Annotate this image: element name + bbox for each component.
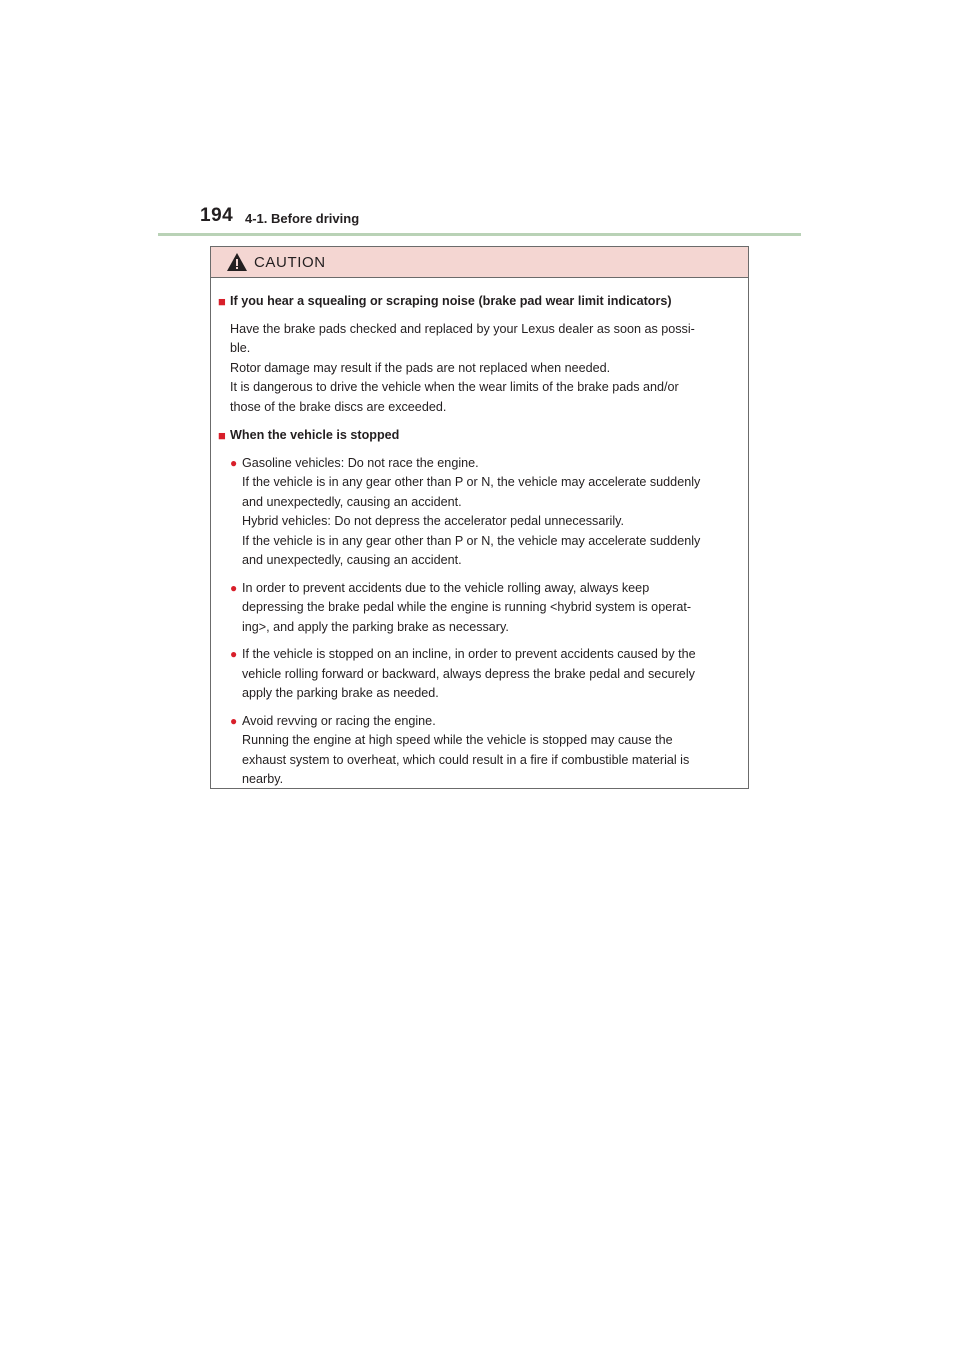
text-line: In order to prevent accidents due to the vehicle rolling away, always keep [242,580,650,595]
page-number: 194 [200,205,234,226]
text-line: If the vehicle is in any gear other than P or N, the vehicle may accelerate suddenly [242,533,701,548]
text-line: Hybrid vehicles: Do not depress the accelerator pedal unnecessarily. [242,514,624,528]
circle-bullet-icon: ● [230,713,238,728]
text-line: ing>, and apply the parking brake as necessary. [242,619,509,634]
caution-label: CAUTION [254,253,326,271]
square-bullet-icon: ■ [218,294,226,309]
square-bullet-icon: ■ [218,428,226,443]
section-title: 4-1. Before driving [245,211,360,226]
text-line: Have the brake pads checked and replaced by your Lexus dealer as soon as possi- [230,321,695,336]
caution-header [211,247,748,278]
text-line: and unexpectedly, causing an accident. [242,553,462,567]
section-heading-text: If you hear a squealing or scraping noise (brake pad wear limit indicators) [230,294,672,308]
section-heading [218,426,742,446]
text-line: apply the parking brake as needed. [242,686,439,700]
text-line: depressing the brake pedal while the engine is running <hybrid system is operat- [242,600,692,614]
list-item [230,712,742,790]
text-line: Running the engine at high speed while the vehicle is stopped may cause the [242,733,673,747]
text-line: Avoid revving or racing the engine. [242,713,436,728]
list-item [230,645,742,704]
text-line: those of the brake discs are exceeded. [230,399,447,414]
text-line: Rotor damage may result if the pads are not replaced when needed. [230,360,611,375]
header-rule [158,233,801,236]
text-line: nearby. [242,772,284,786]
text-line: If the vehicle is stopped on an incline, in order to prevent accidents caused by the [242,647,696,661]
text-line: exhaust system to overheat, which could result in a fire if combustible material is [242,752,690,767]
section-heading [218,292,742,312]
section-paragraph [230,320,742,418]
text-line: If the vehicle is in any gear other than P or N, the vehicle may accelerate suddenly [242,475,701,489]
list-item [230,454,742,571]
text-line: It is dangerous to drive the vehicle when the wear limits of the brake pads and/or [230,380,679,394]
text-line: ble. [230,341,251,355]
caution-body [211,278,748,790]
text-line: and unexpectedly, causing an accident. [242,494,462,509]
section-heading-text: When the vehicle is stopped [230,428,400,442]
circle-bullet-icon: ● [230,580,238,595]
warning-triangle-icon [226,252,248,272]
text-line: vehicle rolling forward or backward, always depress the brake pedal and securely [242,666,695,681]
text-line: Gasoline vehicles: Do not race the engine. [242,455,479,470]
list-item [230,579,742,638]
caution-box [210,246,749,789]
circle-bullet-icon: ● [230,455,238,470]
circle-bullet-icon: ● [230,647,238,661]
